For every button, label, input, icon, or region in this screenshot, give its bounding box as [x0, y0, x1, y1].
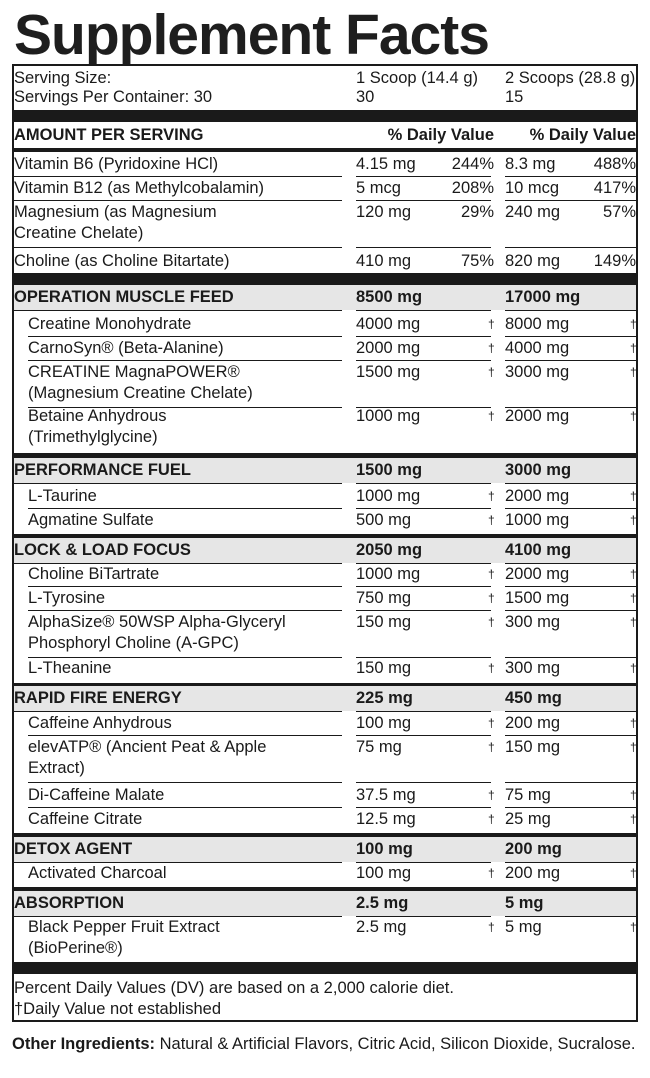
- serving-size-1: 1 Scoop (14.4 g): [356, 69, 478, 87]
- row-rule: [505, 176, 636, 177]
- ingredient-name: Caffeine Citrate: [28, 810, 143, 828]
- blend-name: ABSORPTION: [14, 894, 125, 912]
- ingredient-amount-2: 300 mg: [505, 659, 561, 677]
- ingredient-name: Activated Charcoal: [28, 864, 167, 882]
- vitamin-amount-1: 5 mcg: [356, 179, 401, 197]
- dv-footnote: Percent Daily Values (DV) are based on a 2,000 calorie diet.: [14, 979, 454, 997]
- ingredient-amount-2: 3000 mg: [505, 363, 570, 381]
- ingredient-name: CarnoSyn® (Beta-Alanine): [28, 339, 224, 357]
- panel-title: Supplement Facts: [14, 3, 489, 67]
- vitamin-dv-1: 208%: [451, 179, 494, 197]
- row-rule: [356, 483, 491, 484]
- row-rule: [505, 508, 636, 509]
- dagger-mark-2: †: [630, 615, 637, 629]
- blend-name: DETOX AGENT: [14, 840, 133, 858]
- ingredient-name: L-Tyrosine: [28, 589, 106, 607]
- vitamin-amount-1: 4.15 mg: [356, 155, 416, 173]
- dagger-mark-2: †: [630, 788, 637, 802]
- dagger-mark-1: †: [488, 812, 495, 826]
- blend-amount-1: 225 mg: [356, 689, 413, 707]
- ingredient-amount-2: 200 mg: [505, 714, 561, 732]
- ingredient-amount-1: 2000 mg: [356, 339, 421, 357]
- vitamin-name: Magnesium (as Magnesium: [14, 203, 217, 221]
- row-rule: [28, 508, 342, 509]
- row-rule: [505, 610, 636, 611]
- dagger-mark-1: †: [488, 409, 495, 423]
- ingredient-name: AlphaSize® 50WSP Alpha-Glyceryl: [28, 613, 286, 631]
- dagger-mark-2: †: [630, 513, 637, 527]
- ingredient-name-line2: Phosphoryl Choline (A-GPC): [28, 634, 239, 652]
- blend-amount-2: 17000 mg: [505, 288, 581, 306]
- dagger-mark-2: †: [630, 341, 637, 355]
- row-rule: [356, 336, 491, 337]
- dagger-mark-1: †: [488, 513, 495, 527]
- dagger-mark-2: †: [630, 920, 637, 934]
- vitamin-name-line2: Creatine Chelate): [14, 224, 144, 242]
- ingredient-name: elevATP® (Ancient Peat & Apple: [28, 738, 267, 756]
- vitamin-dv-1: 244%: [451, 155, 494, 173]
- ingredient-amount-1: 100 mg: [356, 864, 412, 882]
- daily-value-header-2: % Daily Value: [529, 126, 636, 144]
- blend-name: PERFORMANCE FUEL: [14, 461, 191, 479]
- blend-name: RAPID FIRE ENERGY: [14, 689, 182, 707]
- ingredient-amount-1: 1000 mg: [356, 565, 421, 583]
- row-rule: [28, 610, 342, 611]
- dagger-mark-1: †: [488, 489, 495, 503]
- dagger-mark-1: †: [488, 716, 495, 730]
- row-rule: [14, 247, 342, 248]
- row-rule: [28, 782, 342, 783]
- blend-amount-1: 2050 mg: [356, 541, 423, 559]
- ingredient-name-line2: Extract): [28, 759, 85, 777]
- row-rule: [356, 735, 491, 736]
- vitamin-amount-1: 410 mg: [356, 252, 412, 270]
- dagger-mark-2: †: [630, 812, 637, 826]
- ingredient-amount-2: 1500 mg: [505, 589, 570, 607]
- blend-amount-1: 2.5 mg: [356, 894, 409, 912]
- servings-per-container-1: 30: [356, 88, 375, 106]
- blend-amount-2: 5 mg: [505, 894, 544, 912]
- vitamin-dv-1: 75%: [460, 252, 494, 270]
- row-rule: [28, 360, 342, 361]
- ingredient-name: Black Pepper Fruit Extract: [28, 918, 220, 936]
- dagger-mark-2: †: [630, 591, 637, 605]
- row-rule: [505, 310, 636, 311]
- ingredient-amount-1: 1000 mg: [356, 487, 421, 505]
- ingredient-name: L-Theanine: [28, 659, 112, 677]
- dagger-mark-2: †: [630, 866, 637, 880]
- ingredient-amount-1: 750 mg: [356, 589, 412, 607]
- blend-amount-1: 100 mg: [356, 840, 413, 858]
- dagger-mark-1: †: [488, 740, 495, 754]
- ingredient-amount-1: 1500 mg: [356, 363, 421, 381]
- ingredient-amount-1: 100 mg: [356, 714, 412, 732]
- ingredient-amount-2: 150 mg: [505, 738, 561, 756]
- ingredient-name: CREATINE MagnaPOWER®: [28, 363, 240, 381]
- row-rule: [28, 807, 342, 808]
- blend-amount-2: 450 mg: [505, 689, 562, 707]
- ingredient-name: Caffeine Anhydrous: [28, 714, 172, 732]
- ingredient-amount-2: 5 mg: [505, 918, 542, 936]
- ingredient-amount-2: 2000 mg: [505, 487, 570, 505]
- ingredient-amount-1: 12.5 mg: [356, 810, 416, 828]
- row-rule: [356, 711, 491, 712]
- ingredient-amount-2: 8000 mg: [505, 315, 570, 333]
- ingredient-amount-1: 37.5 mg: [356, 786, 416, 804]
- group-divider: [14, 962, 636, 974]
- row-rule: [505, 586, 636, 587]
- vitamin-dv-2: 417%: [593, 179, 636, 197]
- row-rule: [14, 200, 342, 201]
- ingredient-amount-2: 2000 mg: [505, 565, 570, 583]
- dagger-mark-2: †: [630, 317, 637, 331]
- ingredient-amount-2: 25 mg: [505, 810, 551, 828]
- row-rule: [28, 735, 342, 736]
- ingredient-name-line2: (BioPerine®): [28, 939, 123, 957]
- row-rule: [356, 807, 491, 808]
- dagger-mark-1: †: [488, 866, 495, 880]
- dagger-mark-1: †: [488, 341, 495, 355]
- medium-divider: [14, 148, 636, 152]
- row-rule: [356, 586, 491, 587]
- row-rule: [505, 807, 636, 808]
- dagger-mark-1: †: [488, 788, 495, 802]
- blend-amount-2: 3000 mg: [505, 461, 572, 479]
- ingredient-name: Di-Caffeine Malate: [28, 786, 165, 804]
- other-ingredients-label: Other Ingredients:: [12, 1035, 156, 1053]
- blend-amount-2: 200 mg: [505, 840, 562, 858]
- ingredient-name: Betaine Anhydrous: [28, 407, 167, 425]
- vitamin-dv-2: 488%: [593, 155, 636, 173]
- ingredient-amount-2: 200 mg: [505, 864, 561, 882]
- servings-per-container-2: 15: [505, 88, 524, 106]
- row-rule: [356, 200, 491, 201]
- row-rule: [356, 782, 491, 783]
- dagger-mark-1: †: [488, 661, 495, 675]
- ingredient-name: Agmatine Sulfate: [28, 511, 154, 529]
- ingredient-name: Creatine Monohydrate: [28, 315, 192, 333]
- blend-amount-1: 8500 mg: [356, 288, 423, 306]
- ingredient-name-line2: (Trimethylglycine): [28, 428, 158, 446]
- ingredient-amount-1: 150 mg: [356, 613, 412, 631]
- row-rule: [28, 586, 342, 587]
- row-rule: [505, 336, 636, 337]
- dagger-mark-1: †: [488, 317, 495, 331]
- row-rule: [14, 176, 342, 177]
- dagger-mark-2: †: [630, 661, 637, 675]
- dagger-mark-2: †: [630, 409, 637, 423]
- row-rule: [356, 610, 491, 611]
- vitamin-amount-2: 820 mg: [505, 252, 561, 270]
- serving-size-2: 2 Scoops (28.8 g): [505, 69, 636, 87]
- ingredient-amount-2: 4000 mg: [505, 339, 570, 357]
- serving-size-label: Serving Size:: [14, 69, 112, 87]
- row-rule: [28, 336, 342, 337]
- ingredient-amount-1: 2.5 mg: [356, 918, 407, 936]
- row-rule: [505, 360, 636, 361]
- row-rule: [356, 176, 491, 177]
- ingredient-amount-1: 500 mg: [356, 511, 412, 529]
- dagger-mark-1: †: [488, 591, 495, 605]
- blend-amount-1: 1500 mg: [356, 461, 423, 479]
- row-rule: [505, 247, 636, 248]
- row-rule: [14, 483, 342, 484]
- dagger-footnote: †Daily Value not established: [14, 1000, 221, 1018]
- ingredient-amount-2: 75 mg: [505, 786, 551, 804]
- vitamin-amount-2: 8.3 mg: [505, 155, 556, 173]
- ingredient-amount-1: 1000 mg: [356, 407, 421, 425]
- dagger-mark-1: †: [488, 615, 495, 629]
- row-rule: [505, 782, 636, 783]
- ingredient-amount-2: 2000 mg: [505, 407, 570, 425]
- row-rule: [356, 247, 491, 248]
- ingredient-name: L-Taurine: [28, 487, 97, 505]
- daily-value-header-1: % Daily Value: [387, 126, 494, 144]
- blend-name: OPERATION MUSCLE FEED: [14, 288, 234, 306]
- row-rule: [14, 711, 342, 712]
- thick-divider: [14, 273, 636, 285]
- vitamin-dv-2: 57%: [602, 203, 636, 221]
- dagger-mark-2: †: [630, 365, 637, 379]
- amount-per-serving-label: AMOUNT PER SERVING: [14, 126, 204, 144]
- other-ingredients-text: Natural & Artificial Flavors, Citric Acid, Silicon Dioxide, Sucralose.: [155, 1035, 636, 1053]
- vitamin-amount-1: 120 mg: [356, 203, 412, 221]
- row-rule: [356, 508, 491, 509]
- ingredient-amount-2: 300 mg: [505, 613, 561, 631]
- dagger-mark-2: †: [630, 716, 637, 730]
- dagger-mark-1: †: [488, 567, 495, 581]
- ingredient-amount-1: 4000 mg: [356, 315, 421, 333]
- vitamin-name: Vitamin B6 (Pyridoxine HCl): [14, 155, 219, 173]
- vitamin-dv-2: 149%: [593, 252, 636, 270]
- vitamin-dv-1: 29%: [460, 203, 494, 221]
- row-rule: [505, 735, 636, 736]
- dagger-mark-1: †: [488, 920, 495, 934]
- dagger-mark-1: †: [488, 365, 495, 379]
- vitamin-amount-2: 10 mcg: [505, 179, 560, 197]
- row-rule: [505, 200, 636, 201]
- thick-divider: [14, 110, 636, 122]
- dagger-mark-2: †: [630, 567, 637, 581]
- vitamin-name: Choline (as Choline Bitartate): [14, 252, 230, 270]
- row-rule: [356, 310, 491, 311]
- blend-name: LOCK & LOAD FOCUS: [14, 541, 191, 559]
- ingredient-amount-1: 75 mg: [356, 738, 402, 756]
- ingredient-name-line2: (Magnesium Creatine Chelate): [28, 384, 253, 402]
- servings-per-container-label: Servings Per Container: 30: [14, 88, 213, 106]
- ingredient-amount-2: 1000 mg: [505, 511, 570, 529]
- ingredient-amount-1: 150 mg: [356, 659, 412, 677]
- vitamin-name: Vitamin B12 (as Methylcobalamin): [14, 179, 265, 197]
- row-rule: [505, 711, 636, 712]
- blend-amount-2: 4100 mg: [505, 541, 572, 559]
- other-ingredients: [12, 1034, 648, 1055]
- row-rule: [356, 360, 491, 361]
- row-rule: [14, 310, 342, 311]
- dagger-mark-2: †: [630, 740, 637, 754]
- ingredient-name: Choline BiTartrate: [28, 565, 160, 583]
- row-rule: [505, 483, 636, 484]
- dagger-mark-2: †: [630, 489, 637, 503]
- vitamin-amount-2: 240 mg: [505, 203, 561, 221]
